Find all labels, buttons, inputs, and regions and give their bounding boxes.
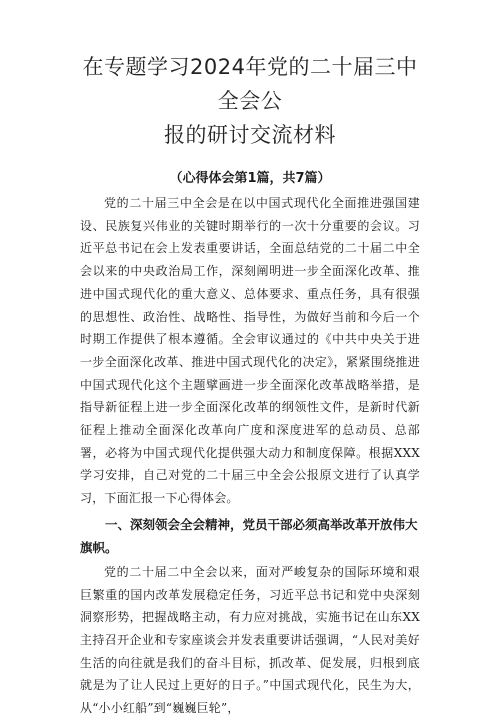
body-paragraph-1: 党的二十届三中全会是在以中国式现代化全面推进强国建设、民族复兴伟业的关键时期举行的一次十分重要的会议。习近平总书记在会上发表重要讲话，全面总结党的二十届二中全会以来的中央政治局工作，深刻阐明进一步全面深化改革、推进中国式现代化的重大意义、总体要求、重点任务，具有很强的思想性、政治性、战略性、指导性，为做好当前和今后一个时期工作提供了根本遵循。全会审议通过的《中共中央关于进一步全面深化改革、推进中国式现代化的决定》，紧紧围绕推进中国式现代化这个主题擘画进一步全面深化改革战略举措，是指导新征程上进一步全面深化改革的纲领性文件，是新时代新征程上推动全面深化改革向广度和深度进军的总动员、总部署，必将为中国式现代化提供强大动力和制度保障。根据XXX学习安排，自己对党的二十届三中全会公报原文进行了认真学习，下面汇报一下心得体会。: [80, 196, 420, 506]
title-line-1: 在专题学习2024年党的二十届三中全会公: [82, 55, 418, 113]
document-subtitle: （心得体会第1篇，共7篇）: [169, 171, 331, 186]
document-title: [72, 50, 428, 152]
section-heading-1: 一、深刻领会全会精神，党员干部必须高举改革开放伟大旗帜。: [80, 516, 418, 555]
body-paragraph-2: 党的二十届二中全会以来，面对严峻复杂的国际环境和艰巨繁重的国内改革发展稳定任务，习近平总书记和党中央深刻洞察形势，把握战略主动，有力应对挑战，实施书记在山东XX主持召开企业和专家座谈会并发表重要讲话强调，“人民对美好生活的向往就是我们的奋斗目标，抓改革、促发展，归根到底就是为了让人民过上更好的日子。”中国式现代化，民生为大，从“小小红船”到“巍巍巨轮”，: [80, 564, 420, 716]
document-body: [80, 192, 420, 720]
title-line-2: 报的研讨交流材料: [164, 123, 336, 147]
